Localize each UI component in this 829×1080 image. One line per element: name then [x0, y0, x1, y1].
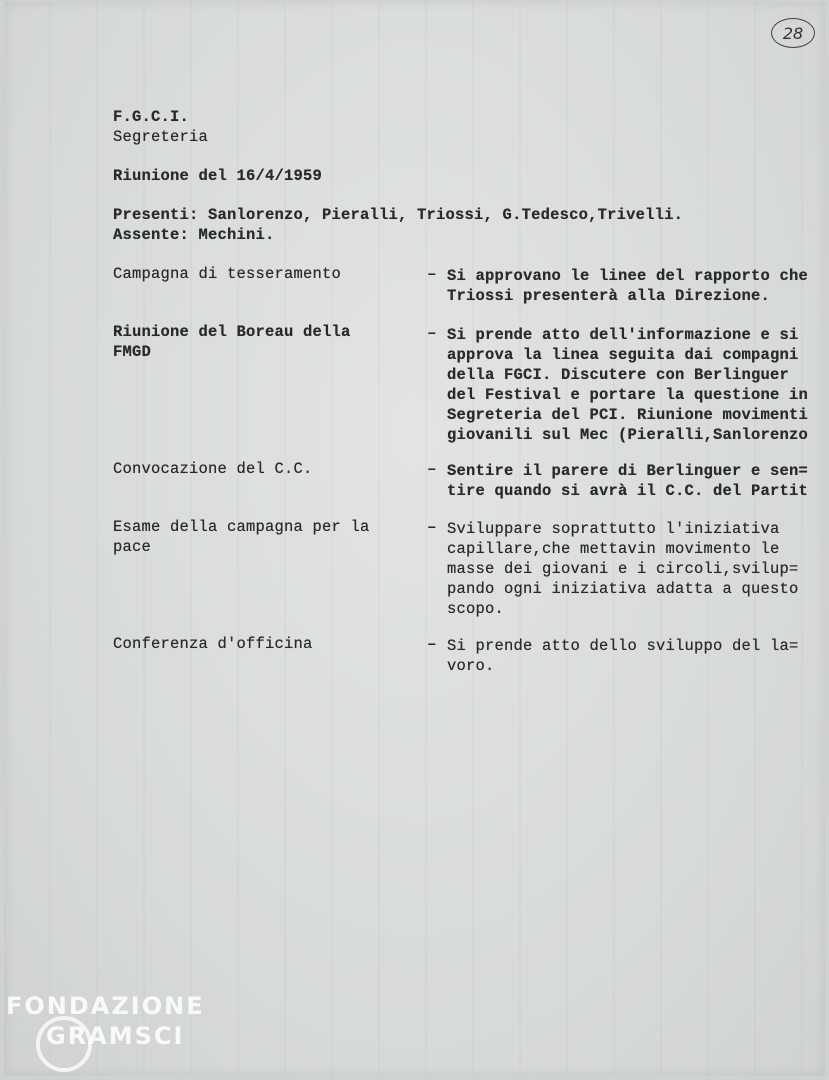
meeting-date: Riunione del 16/4/1959: [113, 167, 323, 185]
page-number-stamp: [771, 18, 815, 48]
watermark-line2: GRAMSCI: [46, 1022, 185, 1050]
item-decision-line: pando ogni iniziativa adatta a questo: [447, 580, 799, 598]
fondazione-gramsci-watermark: [6, 988, 216, 1078]
item-decision-line: Si approvano le linee del rapporto che: [447, 267, 809, 285]
item-decision-line: giovanili sul Mec (Pieralli,Sanlorenzo: [447, 426, 809, 444]
item-decision-line: Sentire il parere di Berlinguer e sen=: [447, 462, 809, 480]
item-decision-line: Triossi presenterà alla Direzione.: [447, 287, 771, 305]
item-dash: –: [427, 518, 437, 536]
item-dash: –: [427, 265, 437, 283]
item-topic: Campagna di tesseramento: [113, 265, 342, 283]
watermark-line1: FONDAZIONE: [6, 992, 205, 1020]
item-topic: Convocazione del C.C.: [113, 460, 313, 478]
item-decision-line: Si prende atto dell'informazione e si: [447, 326, 799, 344]
item-decision-line: Si prende atto dello sviluppo del la=: [447, 637, 799, 655]
item-decision-line: Segreteria del PCI. Riunione movimenti: [447, 406, 809, 424]
org-name: F.G.C.I.: [113, 108, 190, 126]
item-topic: Conferenza d'officina: [113, 635, 313, 653]
item-topic: Esame della campagna per la: [113, 518, 370, 536]
item-decision-line: scopo.: [447, 600, 505, 618]
item-decision-line: Sviluppare soprattutto l'iniziativa: [447, 520, 780, 538]
item-decision-line: approva la linea seguita dai compagni: [447, 346, 799, 364]
present-list: Presenti: Sanlorenzo, Pieralli, Triossi, G.Tedesco,Trivelli.: [113, 206, 684, 224]
item-dash: –: [427, 324, 437, 342]
absent-list: Assente: Mechini.: [113, 226, 275, 244]
item-dash: –: [427, 460, 437, 478]
item-decision-line: della FGCI. Discutere con Berlinguer: [447, 366, 790, 384]
item-topic: FMGD: [113, 343, 152, 361]
item-topic: pace: [113, 538, 152, 556]
item-dash: –: [427, 635, 437, 653]
item-topic: Riunione del Boreau della: [113, 323, 351, 341]
item-decision-line: voro.: [447, 657, 495, 675]
document-page: [4, 2, 825, 1076]
item-decision-line: capillare,che mettavin movimento le: [447, 540, 780, 558]
item-decision-line: masse dei giovani e i circoli,svilup=: [447, 560, 799, 578]
item-decision-line: del Festival e portare la questione in: [447, 386, 809, 404]
item-decision-line: tire quando si avrà il C.C. del Partit: [447, 482, 809, 500]
page-number: 28: [782, 23, 804, 43]
office-name: Segreteria: [113, 128, 209, 146]
